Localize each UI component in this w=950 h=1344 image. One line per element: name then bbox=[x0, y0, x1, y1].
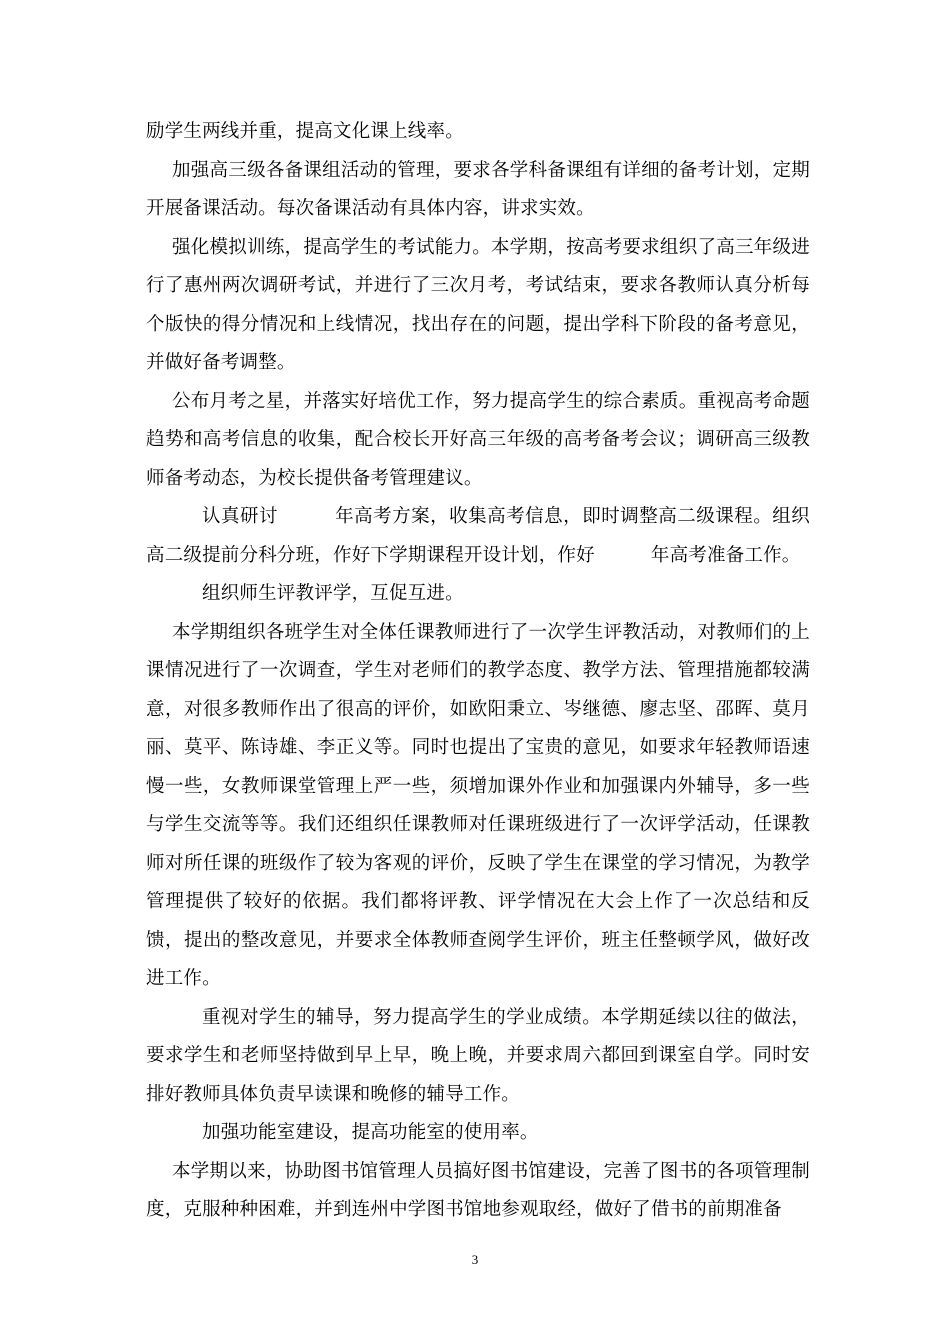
paragraph-monthly-stars: 公布月考之星，并落实好培优工作，努力提高学生的综合素质。重视高考命题趋势和高考信息的收集，配合校长开好高三年级的高考备考会议；调研高三级教师备考动态，为校长提供备考管理建议。 bbox=[146, 390, 810, 489]
paragraph-continuation: 励学生两线并重，提高文化课上线率。 bbox=[146, 121, 464, 142]
page-number: 3 bbox=[471, 1252, 479, 1267]
paragraph-heading-evaluation: 组织师生评教评学，互促互进。 bbox=[202, 583, 464, 604]
paragraph-lesson-prep-groups: 加强高三级各备课组活动的管理，要求各学科备课组有详细的备考计划，定期开展备课活动。每次备课活动有具体内容，讲求实效。 bbox=[146, 159, 810, 219]
paragraph-student-tutoring: 重视对学生的辅导，努力提高学生的学业成绩。本学期延续以往的做法，要求学生和老师坚持做到早上早，晚上晚，并要求周六都回到课室自学。同时安排好教师具体负责早读课和晚修的辅导工作。 bbox=[146, 1006, 810, 1105]
paragraph-heading-function-rooms: 加强功能室建设，提高功能室的使用率。 bbox=[202, 1122, 539, 1143]
paragraph-library-construction: 本学期以来，协助图书馆管理人员搞好图书馆建设，完善了图书的各项管理制度，克服种种困难，并到连州中学图书馆地参观取经，做好了借书的前期准备 bbox=[146, 1160, 810, 1220]
paragraph-exam-plan: 认真研讨 年高考方案，收集高考信息，即时调整高二级课程。组织高二级提前分科分班，作好下学期课程开设计划，作好 年高考准备工作。 bbox=[146, 506, 810, 566]
paragraph-mock-training: 强化模拟训练，提高学生的考试能力。本学期，按高考要求组织了高三年级进行了惠州两次调研考试，并进行了三次月考，考试结束，要求各教师认真分析每个版快的得分情况和上线情况，找出存在的问题，提出学科下阶段的备考意见，并做好备考调整。 bbox=[146, 236, 810, 373]
document-body bbox=[146, 113, 810, 1230]
paragraph-evaluation-activity: 本学期组织各班学生对全体任课教师进行了一次学生评教活动，对教师们的上课情况进行了一次调查，学生对老师们的教学态度、教学方法、管理措施都较满意，对很多教师作出了很高的评价，如欧阳秉立、岑继德、廖志坚、邵晖、莫月丽、莫平、陈诗雄、李正义等。同时也提出了宝贵的意见，如要求年轻教师语速慢一些，女教师课堂管理上严一些，须增加课外作业和加强课内外辅导，多一些与学生交流等等。我们还组织任课教师对任课班级进行了一次评学活动，任课教师对所任课的班级作了较为客观的评价，反映了学生在课堂的学习情况，为教学管理提供了较好的依据。我们都将评教、评学情况在大会上作了一次总结和反馈，提出的整改意见，并要求全体教师查阅学生评价，班主任整顿学风，做好改进工作。 bbox=[146, 621, 810, 989]
